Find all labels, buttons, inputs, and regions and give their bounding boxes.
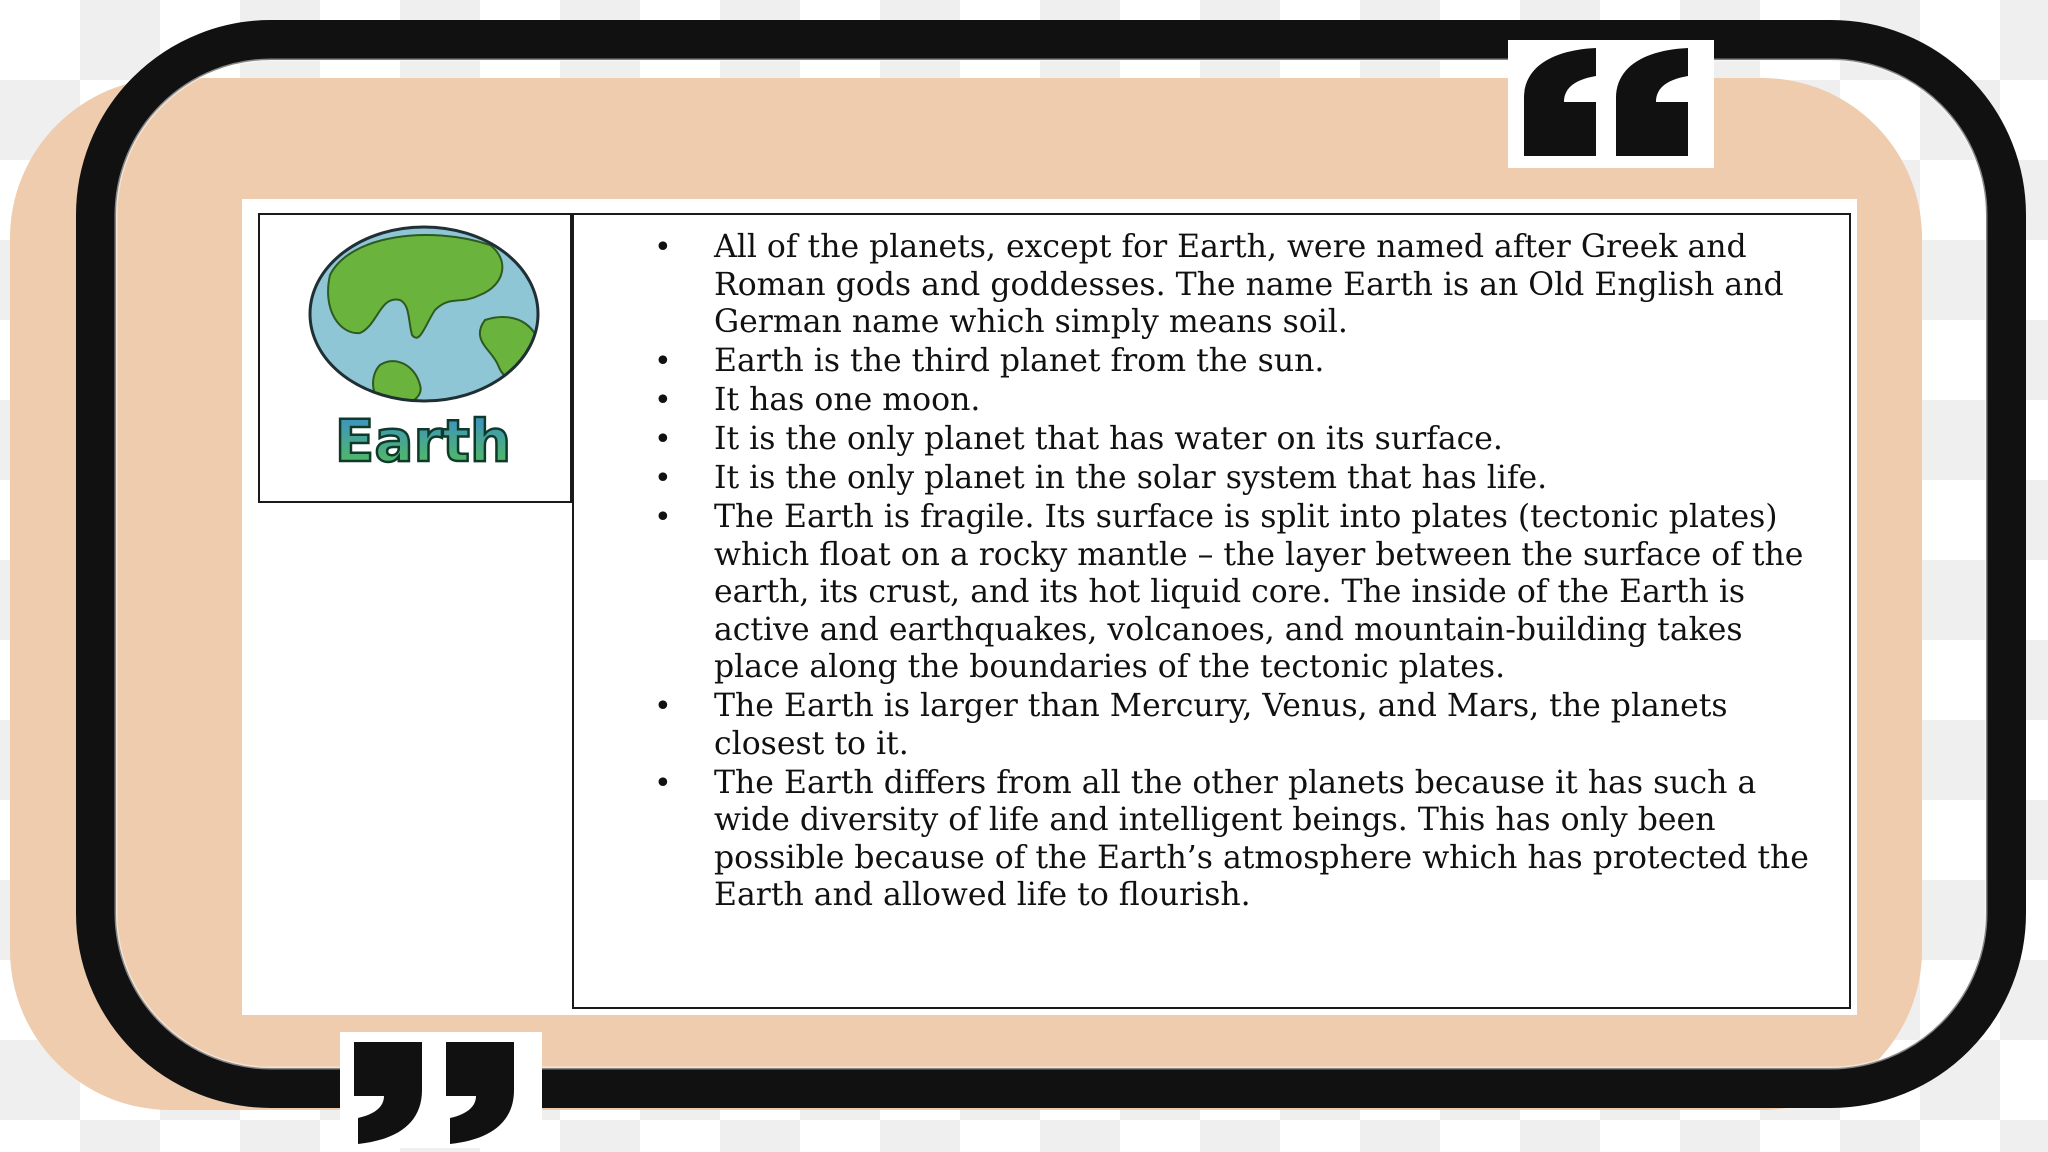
facts-list [574,215,1849,915]
fact-item: • All of the planets, except for Earth, were named after Greek and Roman gods and goddesses. The name Earth is an Old English and German name which simply means soil. [574,229,1829,342]
planet-label: Earth [334,411,512,473]
earth-label-art [298,411,548,473]
planet-image-cell [258,213,572,503]
fact-item: • The Earth differs from all the other planets because it has such a wide diversity of life and intelligent beings. This has only been possible because of the Earth’s atmosphere which has protected the Earth and allowed life to flourish. [574,765,1829,915]
fact-item: • The Earth is larger than Mercury, Venus, and Mars, the planets closest to it. [574,688,1829,763]
fact-item: • Earth is the third planet from the sun. [574,343,1829,381]
fact-card [242,199,1857,1015]
fact-item: • It is the only planet that has water on its surface. [574,421,1829,459]
facts-cell [572,213,1851,1009]
fact-item: • The Earth is fragile. Its surface is split into plates (tectonic plates) which float on a rocky mantle – the layer between the surface of the earth, its crust, and its hot liquid core. The inside of the Earth is active and earthquakes, volcanoes, and mountain-building takes place along the boundaries of the tectonic plates. [574,499,1829,687]
fact-item: • It has one moon. [574,382,1829,420]
fact-item: • It is the only planet in the solar system that has life. [574,460,1829,498]
close-quote-icon [334,1028,548,1152]
open-quote-icon [1504,36,1718,172]
